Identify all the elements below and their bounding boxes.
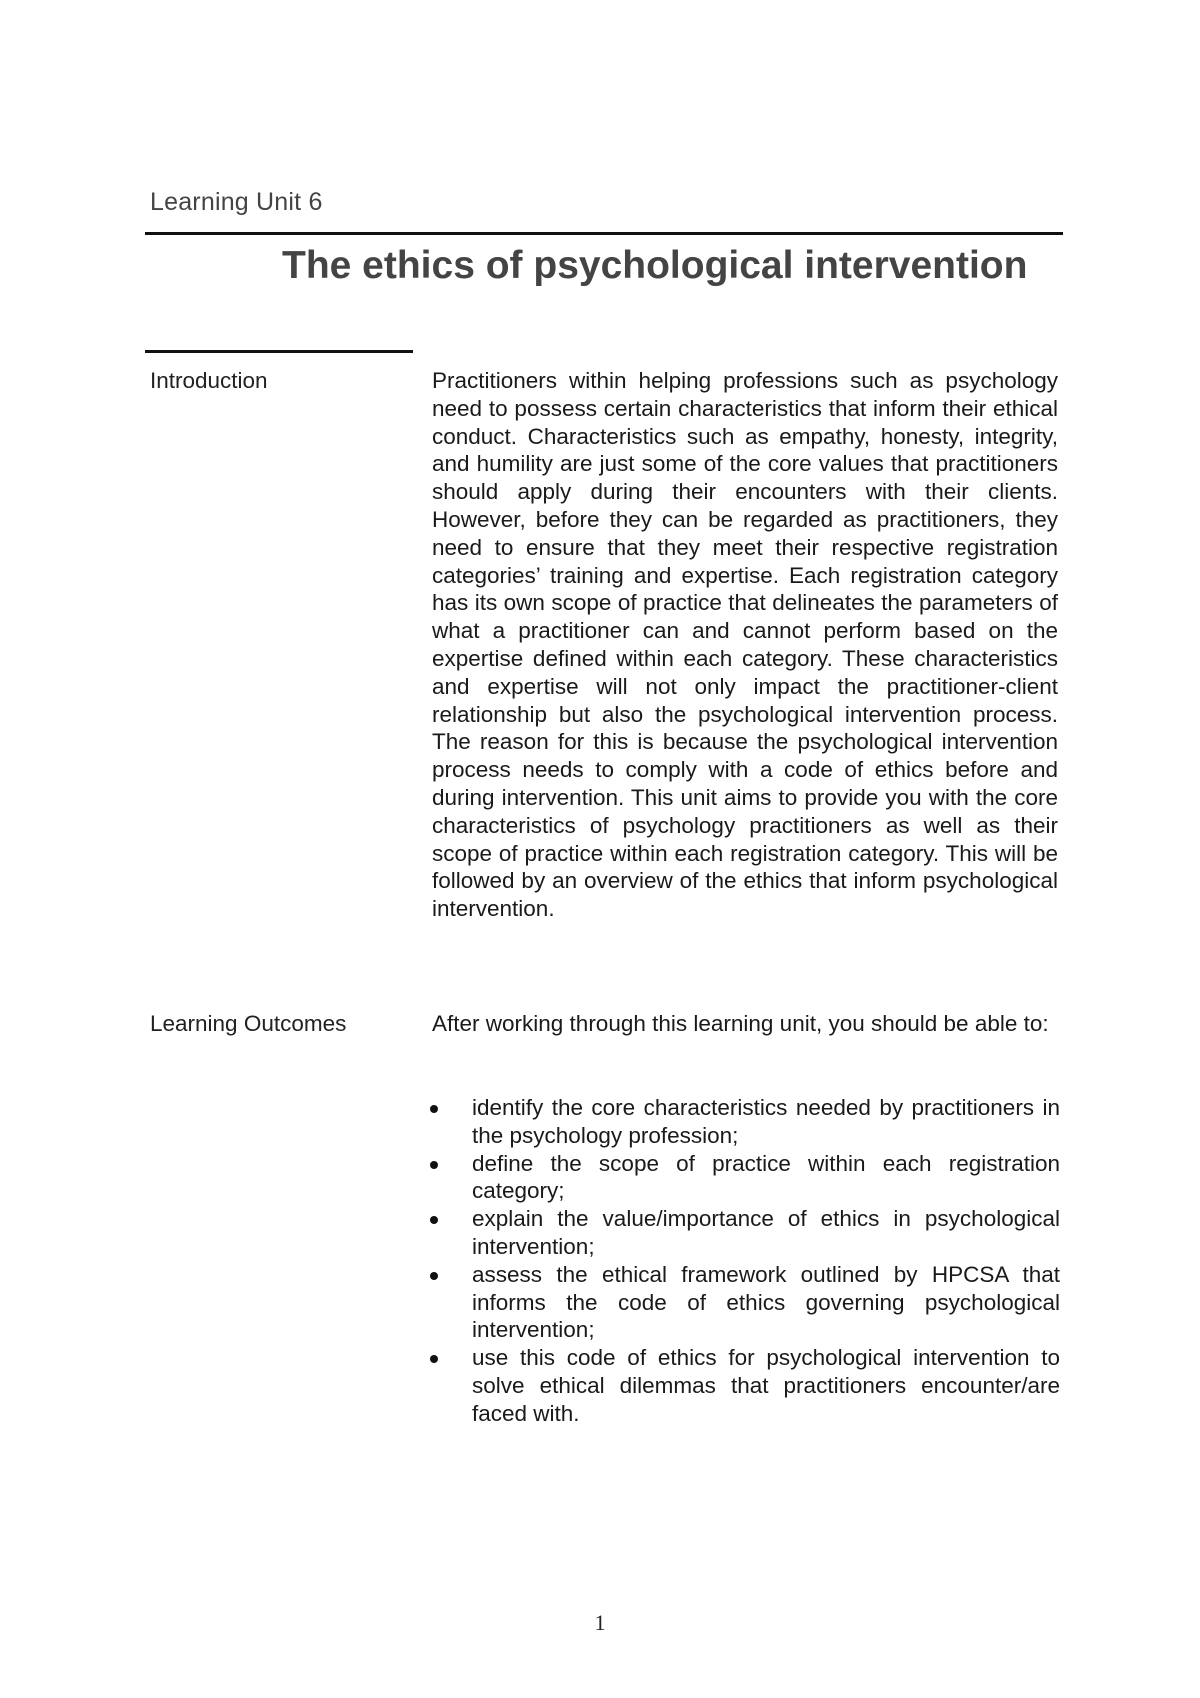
introduction-label: Introduction	[150, 368, 268, 393]
learning-outcomes-label: Learning Outcomes	[150, 1011, 347, 1036]
learning-outcomes-list	[424, 1094, 1060, 1428]
bullet-icon	[430, 1216, 438, 1224]
bullet-icon	[430, 1272, 438, 1280]
bullet-icon	[430, 1355, 438, 1363]
unit-label: Learning Unit 6	[150, 188, 323, 216]
top-rule	[145, 232, 1063, 235]
bullet-icon	[430, 1161, 438, 1169]
outcome-item	[424, 1261, 1060, 1344]
outcome-item	[424, 1150, 1060, 1206]
outcome-text: assess the ethical framework outlined by HPCSA that informs the code of ethics governing psychological intervention;	[472, 1261, 1060, 1343]
outcome-item	[424, 1344, 1060, 1427]
outcome-text: identify the core characteristics needed by practitioners in the psychology profession;	[472, 1095, 1060, 1148]
outcome-text: use this code of ethics for psychological intervention to solve ethical dilemmas that practitioners encounter/are faced with.	[472, 1345, 1060, 1426]
page-title: The ethics of psychological intervention	[282, 244, 1028, 287]
side-rule	[145, 350, 413, 353]
outcome-text: explain the value/importance of ethics in psychological intervention;	[472, 1206, 1060, 1259]
page-number: 1	[594, 1610, 606, 1635]
bullet-icon	[430, 1105, 438, 1113]
outcome-item	[424, 1094, 1060, 1150]
outcome-text: define the scope of practice within each registration category;	[472, 1150, 1060, 1204]
learning-outcomes-intro: After working through this learning unit, you should be able to:	[432, 1011, 1049, 1036]
introduction-text: Practitioners within helping professions such as psychology need to possess certain characteristics that inform their ethical conduct. Characteristics such as empathy, honesty, integrity, and humility are just some of the core values that practitioners should apply during their encounters with their clients. However, before they can be regarded as practitioners, they need to ensure that they meet their respective registration categories’ training and expertise. Each registration category has its own scope of practice that delineates the parameters of what a practitioner can and cannot perform based on the expertise defined within each category. These characteristics and expertise will not only impact the practitioner-client relationship but also the psychological intervention process. The reason for this is because the psychological intervention process needs to comply with a code of ethics before and during intervention. This unit aims to provide you with the core characteristics of psychology practitioners as well as their scope of practice within each registration category. This will be followed by an overview of the ethics that inform psychological intervention.	[432, 368, 1058, 922]
outcome-item	[424, 1205, 1060, 1261]
